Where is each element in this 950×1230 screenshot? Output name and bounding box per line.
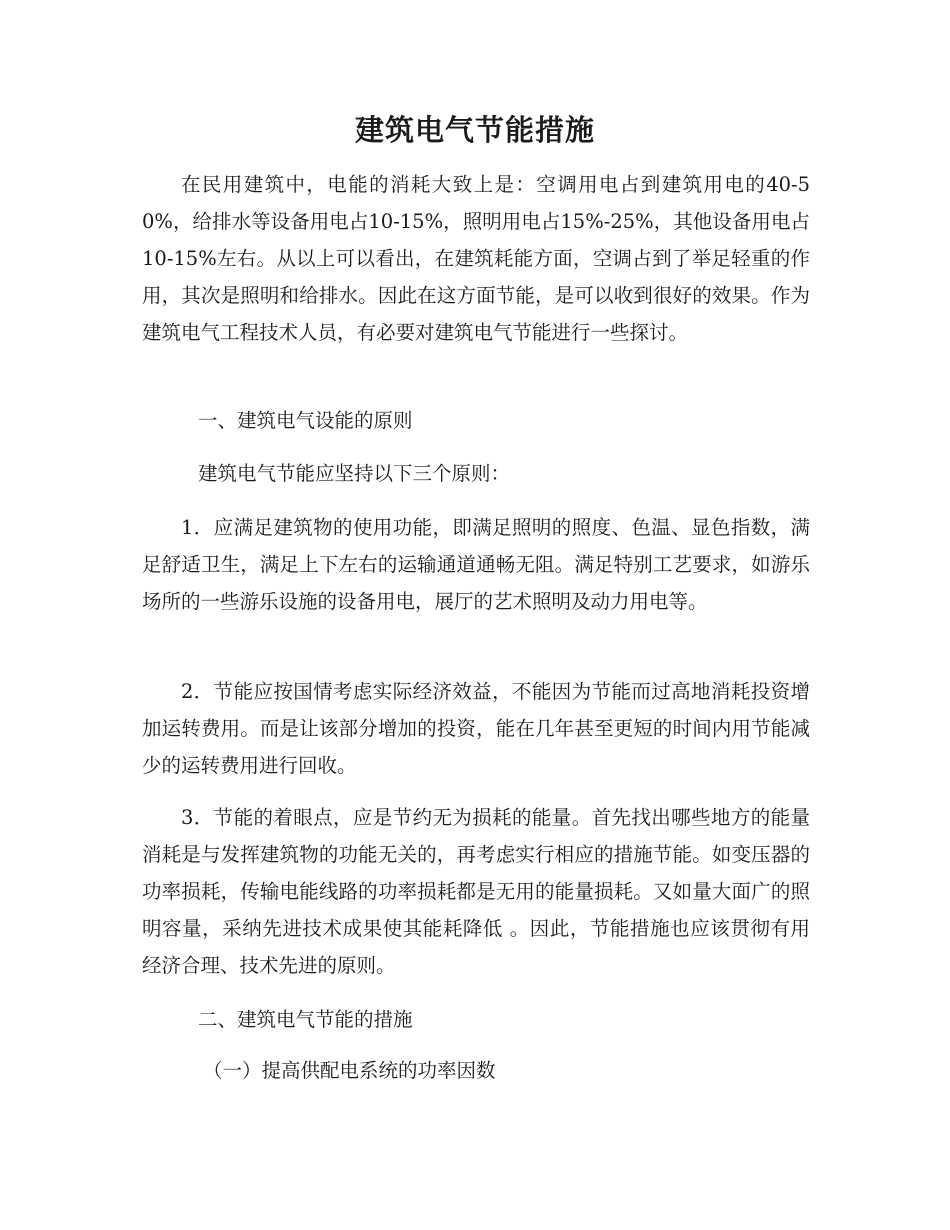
section-heading-measures: 二、建筑电气节能的措施 — [198, 1008, 413, 1031]
document-title: 建筑电气节能措施 — [354, 113, 595, 147]
principle-item-2: 2．节能应按国情考虑实际经济效益，不能因为节能而过高地消耗投资增加运转费用。而是让该部分增加的投资，能在几年甚至更短的时间内用节能减少的运转费用进行回收。 — [142, 680, 810, 777]
principle-item-3: 3．节能的着眼点，应是节约无为损耗的能量。首先找出哪些地方的能量消耗是与发挥建筑物的功能无关的，再考虑实行相应的措施节能。如变压器的功率损耗，传输电能线路的功率损耗都是无用的能量损耗。又如量大面广的照明容量，采纳先进技术成果使其能耗降低 。因此，节能措施也应该贯彻有用经济合理、技术先进的原则。 — [142, 806, 810, 977]
section-heading-principles: 一、建筑电气设能的原则 — [198, 409, 413, 432]
principles-lead-text: 建筑电气节能应坚持以下三个原则： — [198, 462, 511, 485]
principle-item-1: 1．应满足建筑物的使用功能，即满足照明的照度、色温、显色指数，满足舒适卫生，满足上下左右的运输通道通畅无阻。满足特别工艺要求，如游乐场所的一些游乐设施的设备用电，展厅的艺术照明及动力用电等。 — [142, 516, 810, 613]
subsection-heading-power-factor: （一）提高供配电系统的功率因数 — [203, 1059, 496, 1082]
intro-paragraph: 在民用建筑中，电能的消耗大致上是：空调用电占到建筑用电的40-50%，给排水等设备用电占10-15%，照明用电占15%-25%，其他设备用电占10-15%左右。从以上可以看出，在建筑耗能方面，空调占到了举足轻重的作用，其次是照明和给排水。因此在这方面节能，是可以收到很好的效果。作为建筑电气工程技术人员，有必要对建筑电气节能进行一些探讨。 — [142, 173, 810, 344]
